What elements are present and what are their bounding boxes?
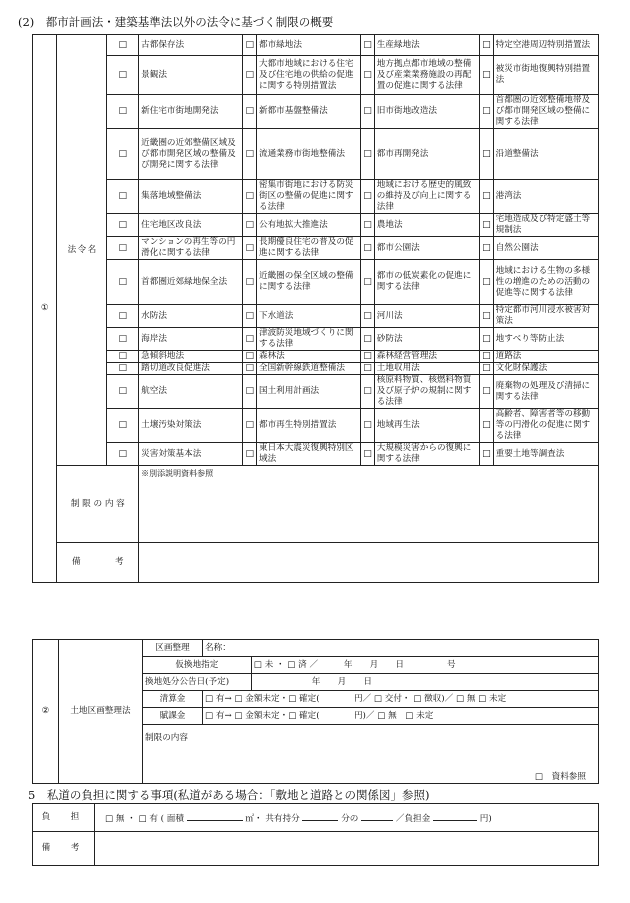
law-name: 土地収用法 — [374, 363, 479, 375]
law-checkbox[interactable]: □ — [243, 180, 256, 214]
share-of: 分の — [341, 813, 359, 824]
law-name: 下水道法 — [256, 305, 360, 328]
law-name: 景観法 — [139, 56, 243, 95]
law-name: 踏切道改良促進法 — [139, 363, 243, 375]
law-checkbox[interactable]: □ — [480, 214, 493, 237]
law-checkbox[interactable]: □ — [107, 180, 139, 214]
remarks-label-5: 備 考 — [33, 832, 95, 866]
law-row — [33, 129, 599, 180]
law-checkbox[interactable]: □ — [480, 35, 493, 56]
levy-label: 賦課金 — [143, 708, 203, 725]
law-name: 大都市地域における住宅及び住宅地の供給の促進に関する特別措置法 — [256, 56, 360, 95]
remarks-value-5 — [95, 832, 599, 866]
law-name: 自然公園法 — [493, 237, 598, 260]
law-name: 河川法 — [374, 305, 479, 328]
row-number-1: ① — [33, 35, 57, 583]
law-name: 水防法 — [139, 305, 243, 328]
settlement-label: 清算金 — [143, 691, 203, 708]
law-checkbox[interactable]: □ — [107, 351, 139, 363]
law-row — [33, 214, 599, 237]
law-name: 首都圏近郊緑地保全法 — [139, 260, 243, 305]
law-name: 旧市街地改造法 — [374, 95, 479, 129]
law-name: 森林経営管理法 — [374, 351, 479, 363]
law-checkbox[interactable]: □ — [107, 375, 139, 409]
law-name: 地方拠点都市地域の整備及び産業業務施設の再配置の促進に関する法律 — [374, 56, 479, 95]
law-name: 農地法 — [374, 214, 479, 237]
law-checkbox[interactable]: □ — [243, 95, 256, 129]
law-checkbox[interactable]: □ — [480, 351, 493, 363]
settlement-value: □ 有→ □ 金額未定・□ 確定( 円／ □ 交付・ □ 徴収)／ □ 無 □ 未定 — [203, 691, 599, 708]
law-checkbox[interactable]: □ — [361, 375, 374, 409]
law-row — [33, 56, 599, 95]
remarks-value — [139, 543, 599, 583]
law-checkbox[interactable]: □ — [480, 363, 493, 375]
law-checkbox[interactable]: □ — [361, 35, 374, 56]
law-checkbox[interactable]: □ — [480, 56, 493, 95]
laws-table — [32, 34, 599, 583]
law-checkbox[interactable]: □ — [107, 214, 139, 237]
law-row — [33, 260, 599, 305]
law-name: 都市緑地法 — [256, 35, 360, 56]
burden-fee-unit: 円) — [479, 813, 492, 824]
law-name: 地域における歴史的風致の維持及び向上に関する法律 — [374, 180, 479, 214]
law-checkbox[interactable]: □ — [361, 180, 374, 214]
law-row — [33, 237, 599, 260]
row-number-2: ② — [33, 640, 59, 784]
law-checkbox[interactable]: □ — [107, 260, 139, 305]
law-name: 被災市街地復興特別措置法 — [493, 56, 598, 95]
remarks-row — [33, 543, 599, 583]
laws-label-char: 名 — [87, 244, 97, 255]
law-row — [33, 95, 599, 129]
law-checkbox[interactable]: □ — [480, 305, 493, 328]
law-checkbox[interactable]: □ — [107, 129, 139, 180]
law-checkbox[interactable]: □ — [361, 409, 374, 443]
law-checkbox[interactable]: □ — [361, 237, 374, 260]
law-checkbox[interactable]: □ — [243, 375, 256, 409]
law-checkbox[interactable]: □ — [107, 409, 139, 443]
burden-value — [95, 804, 599, 832]
law-name: 長期優良住宅の普及の促進に関する法律 — [256, 237, 360, 260]
law-name: 住宅地区改良法 — [139, 214, 243, 237]
law-checkbox[interactable]: □ — [361, 214, 374, 237]
law-name: 都市公園法 — [374, 237, 479, 260]
law-name: 東日本大震災復興特別区域法 — [256, 443, 360, 466]
law-checkbox[interactable]: □ — [361, 260, 374, 305]
burden-label: 負 担 — [33, 804, 95, 832]
law-checkbox[interactable]: □ — [243, 35, 256, 56]
law-checkbox[interactable]: □ — [480, 409, 493, 443]
law-checkbox[interactable]: □ — [107, 56, 139, 95]
law-checkbox[interactable]: □ — [107, 443, 139, 466]
law-name: 森林法 — [256, 351, 360, 363]
law-checkbox[interactable]: □ — [480, 375, 493, 409]
law-name: 津波防災地域づくりに関する法律 — [256, 328, 360, 351]
law-row — [33, 351, 599, 363]
share-numerator-blank[interactable] — [361, 811, 393, 821]
levy-value: □ 有→ □ 金額未定・□ 確定( 円)／ □ 無 □ 未定 — [203, 708, 599, 725]
laws-label-char: 令 — [77, 244, 87, 255]
law-checkbox[interactable]: □ — [107, 95, 139, 129]
law-checkbox[interactable]: □ — [361, 95, 374, 129]
law-checkbox[interactable]: □ — [361, 305, 374, 328]
land-readjustment-table — [32, 639, 599, 784]
law-name: マンションの再生等の円滑化に関する法律 — [139, 237, 243, 260]
law-checkbox[interactable]: □ — [243, 237, 256, 260]
law-row — [33, 443, 599, 466]
burden-fee-blank[interactable] — [433, 811, 477, 821]
law-checkbox[interactable]: □ — [243, 260, 256, 305]
law-name: 災害対策基本法 — [139, 443, 243, 466]
law-checkbox[interactable]: □ — [361, 351, 374, 363]
law-name: 地すべり等防止法 — [493, 328, 598, 351]
law-name: 沿道整備法 — [493, 129, 598, 180]
name-label: 名称： — [205, 642, 231, 653]
law-name: 近畿圏の近郊整備区域及び都市開発区域の整備及び開発に関する法律 — [139, 129, 243, 180]
law-checkbox[interactable]: □ — [361, 363, 374, 375]
law-name: 国土利用計画法 — [256, 375, 360, 409]
land-readjustment-label: 土地区画整理法 — [59, 640, 143, 784]
law-row — [33, 35, 599, 56]
law-checkbox[interactable]: □ — [361, 443, 374, 466]
law-name: 航空法 — [139, 375, 243, 409]
law-checkbox[interactable]: □ — [361, 56, 374, 95]
restriction-content — [139, 466, 599, 543]
law-name: 海岸法 — [139, 328, 243, 351]
share-denominator-blank[interactable] — [302, 811, 338, 821]
laws-label — [57, 35, 107, 466]
law-name: 全国新幹線鉄道整備法 — [256, 363, 360, 375]
law-row — [33, 180, 599, 214]
law-name: 都市の低炭素化の促進に関する法律 — [374, 260, 479, 305]
law-row — [33, 363, 599, 375]
law-name: 生産緑地法 — [374, 35, 479, 56]
law-name: 都市再開発法 — [374, 129, 479, 180]
restriction-label: 制 限 の 内 容 — [57, 466, 139, 543]
law-name: 密集市街地における防災街区の整備の促進に関する法律 — [256, 180, 360, 214]
law-checkbox[interactable]: □ — [480, 180, 493, 214]
law-checkbox[interactable]: □ — [107, 237, 139, 260]
readjustment-label: 区画整理 — [143, 640, 203, 657]
provisional-replot-label: 仮換地指定 — [143, 657, 252, 674]
law-name: 重要土地等調査法 — [493, 443, 598, 466]
law-checkbox[interactable]: □ — [480, 129, 493, 180]
law-name: 近畿圏の保全区域の整備に関する法律 — [256, 260, 360, 305]
law-checkbox[interactable]: □ — [243, 56, 256, 95]
law-checkbox[interactable]: □ — [243, 305, 256, 328]
law-name: 特定空港周辺特別措置法 — [493, 35, 598, 56]
law-name: 首都圏の近郊整備地帯及び都市開発区域の整備に関する法律 — [493, 95, 598, 129]
law-row — [33, 409, 599, 443]
law-checkbox[interactable]: □ — [243, 129, 256, 180]
private-road-table — [32, 803, 599, 866]
law-checkbox[interactable]: □ — [107, 35, 139, 56]
section-5-title: 5 私道の負担に関する事項(私道がある場合：「敷地と道路との関係図」参照) — [28, 788, 430, 802]
remarks-label: 備 考 — [57, 543, 139, 583]
law-checkbox[interactable]: □ — [107, 328, 139, 351]
law-name: 港湾法 — [493, 180, 598, 214]
law-name: 急傾斜地法 — [139, 351, 243, 363]
materials-ref: □ 資料参照 — [534, 772, 586, 782]
law-checkbox[interactable]: □ — [243, 409, 256, 443]
law-name: 流通業務市街地整備法 — [256, 129, 360, 180]
law-name: 大規模災害からの復興に関する法律 — [374, 443, 479, 466]
law-row — [33, 375, 599, 409]
law-checkbox[interactable]: □ — [480, 443, 493, 466]
restriction-row — [33, 466, 599, 543]
law-name: 道路法 — [493, 351, 598, 363]
law-checkbox[interactable]: □ — [480, 328, 493, 351]
readjustment-name — [203, 640, 599, 657]
law-checkbox[interactable]: □ — [243, 328, 256, 351]
law-name: 公有地拡大推進法 — [256, 214, 360, 237]
replot-disposal-date-value: 年 月 日 — [251, 674, 598, 691]
law-checkbox[interactable]: □ — [243, 214, 256, 237]
law-checkbox[interactable]: □ — [243, 351, 256, 363]
law-checkbox[interactable]: □ — [361, 129, 374, 180]
law-name: 土壌汚染対策法 — [139, 409, 243, 443]
restriction-content-label: 制限の内容 — [145, 733, 188, 743]
law-row — [33, 305, 599, 328]
section-2-title: (2) 都市計画法・建築基準法以外の法令に基づく制限の概要 — [18, 15, 334, 29]
area-unit: ㎡・ 共有持分 — [245, 813, 300, 824]
burden-option: □ 無 ・ □ 有 ( 面積 — [105, 813, 184, 824]
law-row — [33, 328, 599, 351]
restriction-content-cell — [143, 725, 599, 784]
restriction-note: ※別添説明資料参照 — [141, 469, 214, 478]
law-checkbox[interactable]: □ — [243, 363, 256, 375]
law-name: 核原料物質、核燃料物質及び原子炉の規制に関する法律 — [374, 375, 479, 409]
law-name: 宅地造成及び特定盛土等規制法 — [493, 214, 598, 237]
law-name: 廃棄物の処理及び清掃に関する法律 — [493, 375, 598, 409]
law-checkbox[interactable]: □ — [480, 260, 493, 305]
provisional-replot-value: □ 未 ・ □ 済 ／ 年 月 日 号 — [251, 657, 598, 674]
law-checkbox[interactable]: □ — [107, 305, 139, 328]
law-name: 古都保存法 — [139, 35, 243, 56]
law-name: 文化財保護法 — [493, 363, 598, 375]
law-name: 都市再生特別措置法 — [256, 409, 360, 443]
law-name: 特定都市河川浸水被害対策法 — [493, 305, 598, 328]
area-blank[interactable] — [187, 811, 243, 821]
law-name: 砂防法 — [374, 328, 479, 351]
law-name: 新都市基盤整備法 — [256, 95, 360, 129]
law-checkbox[interactable]: □ — [361, 328, 374, 351]
law-name: 地域再生法 — [374, 409, 479, 443]
law-name: 集落地域整備法 — [139, 180, 243, 214]
replot-disposal-date-label: 換地処分公告日(予定) — [143, 674, 252, 691]
law-name: 新住宅市街地開発法 — [139, 95, 243, 129]
laws-label-char: 法 — [67, 244, 77, 255]
law-checkbox[interactable]: □ — [107, 363, 139, 375]
law-checkbox[interactable]: □ — [243, 443, 256, 466]
law-checkbox[interactable]: □ — [480, 237, 493, 260]
law-name: 高齢者、障害者等の移動等の円滑化の促進に関する法律 — [493, 409, 598, 443]
law-checkbox[interactable]: □ — [480, 95, 493, 129]
burden-fee-label: ／負担金 — [395, 813, 431, 824]
law-name: 地域における生物の多様性の増進のための活動の促進等に関する法律 — [493, 260, 598, 305]
